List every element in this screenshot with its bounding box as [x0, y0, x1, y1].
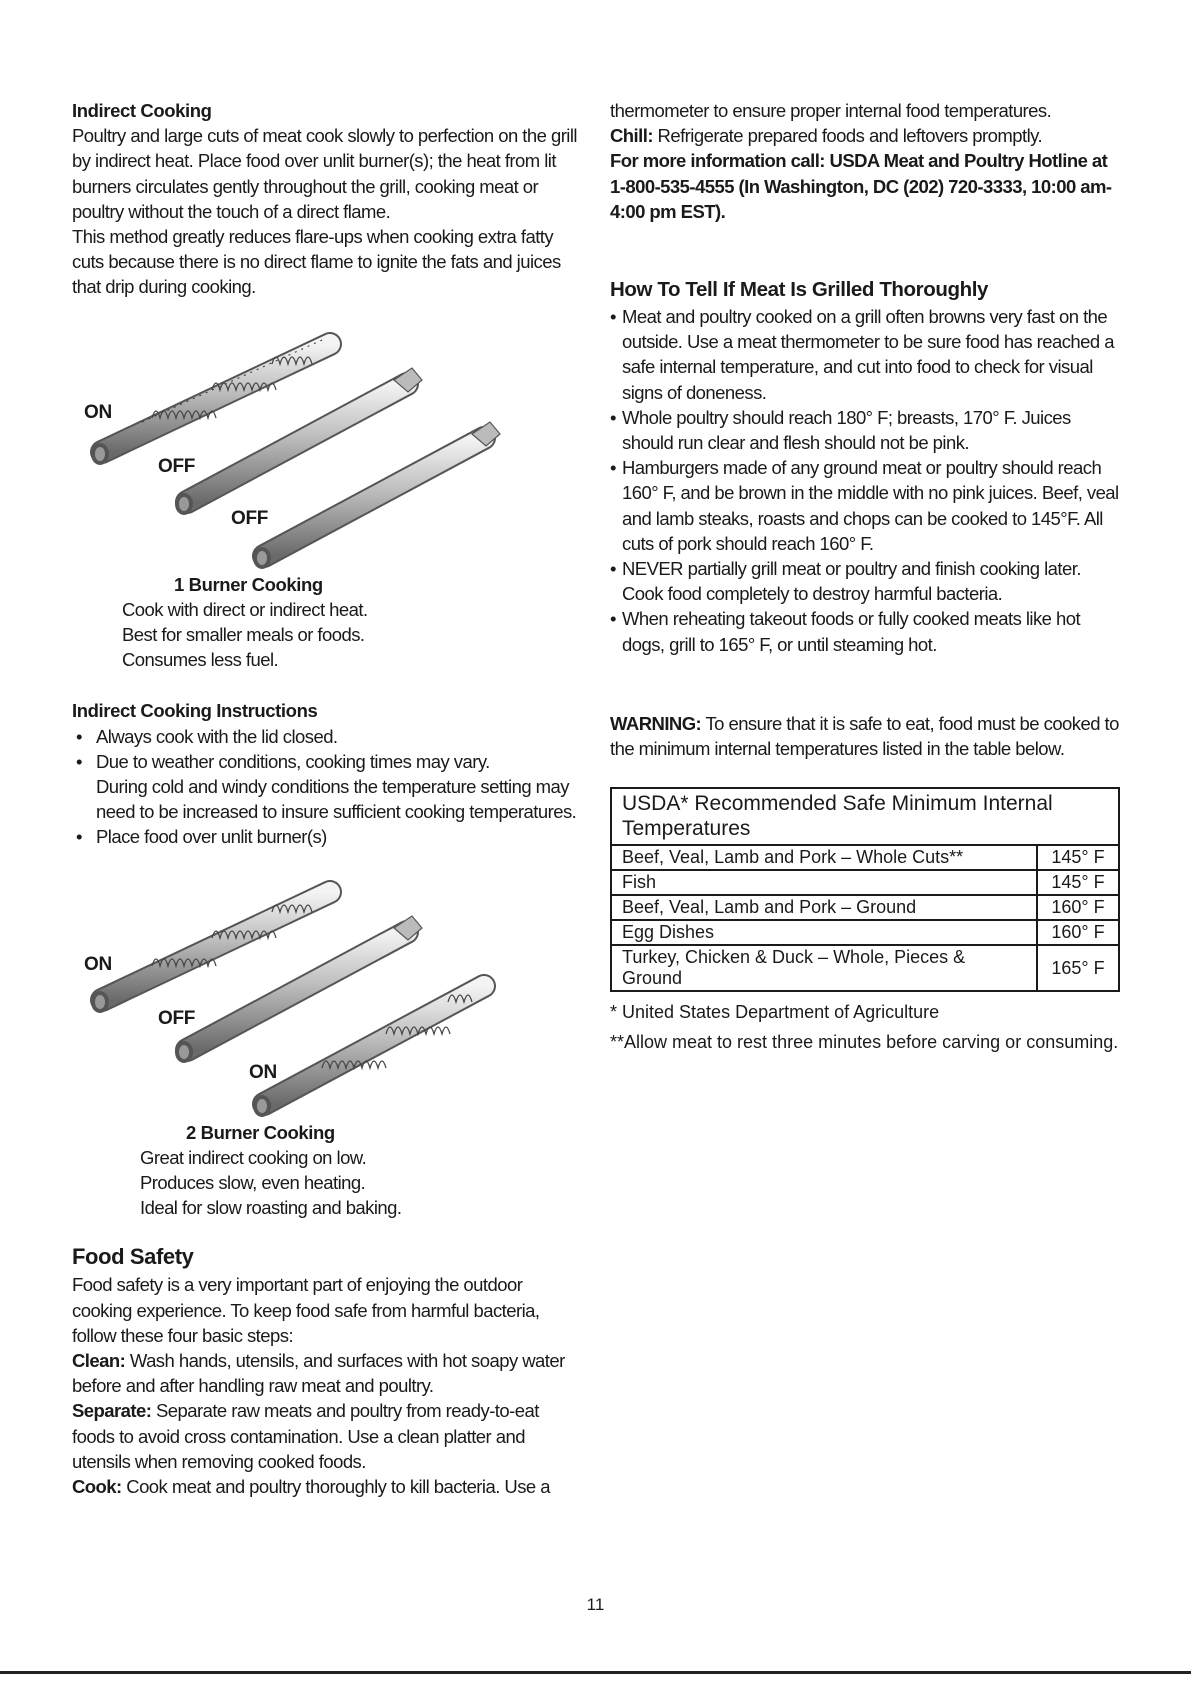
table-cell-temp: 145° F: [1037, 870, 1119, 895]
separate-text: Separate raw meats and poultry from ready-to-eat foods to avoid cross contamination. Use a clean platter and utensils when removing cooked foods.: [72, 1400, 539, 1472]
cook-text: Cook meat and poultry thoroughly to kill bacteria. Use a: [121, 1476, 550, 1498]
list-item: • Always cook with the lid closed.: [72, 724, 582, 749]
table-cell-temp: 160° F: [1037, 895, 1119, 920]
two-burner-title: 2 Burner Cooking: [186, 1121, 335, 1143]
bottom-rule: [0, 1671, 1191, 1674]
table-row: [611, 895, 1119, 920]
flare-ups-paragraph: This method greatly reduces flare-ups when cooking extra fatty cuts because there is no direct flame to ignite the fats and juices that drip during cooking.: [72, 226, 561, 298]
list-item: • Meat and poultry cooked on a grill often browns very fast on the outside. Use a meat thermometer to be sure food has reached a safe internal temperature, and cut into food to check for visual signs of doneness.: [610, 304, 1120, 405]
indirect-instructions-list-cont: [72, 824, 582, 849]
left-column: [72, 98, 582, 1499]
list-item: • When reheating takeout foods or fully cooked meats like hot dogs, grill to 165° F, or until steaming hot.: [610, 606, 1120, 656]
chill-paragraph: [610, 123, 1120, 148]
table-cell-item: Beef, Veal, Lamb and Pork – Ground: [611, 895, 1037, 920]
burner3-label-on: ON: [249, 1061, 277, 1083]
instructions-sub-paragraph: During cold and windy conditions the temperature setting may need to be increased to insure sufficient cooking temperatures.: [96, 776, 577, 823]
one-burner-figure: [72, 322, 542, 574]
table-cell-temp: 145° F: [1037, 845, 1119, 870]
table-cell-item: Beef, Veal, Lamb and Pork – Whole Cuts**: [611, 845, 1037, 870]
food-safety-heading: Food Safety: [72, 1244, 194, 1270]
clean-label: Clean:: [72, 1350, 126, 1372]
one-burner-caption: [122, 572, 582, 673]
table-cell-item: Fish: [611, 870, 1037, 895]
warning-label: WARNING:: [610, 712, 702, 734]
table-row: [611, 920, 1119, 945]
caption-line: Best for smaller meals or foods.: [122, 624, 365, 646]
two-burner-caption: [140, 1120, 582, 1221]
clean-paragraph: [72, 1348, 582, 1398]
separate-label: Separate:: [72, 1400, 152, 1422]
warning-paragraph: [610, 711, 1120, 761]
indirect-cooking-heading: Indirect Cooking: [72, 100, 212, 121]
grilled-thoroughly-list: [610, 304, 1120, 657]
table-row: [611, 845, 1119, 870]
right-column: [610, 98, 1120, 1054]
caption-line: Ideal for slow roasting and baking.: [140, 1197, 402, 1219]
usda-temperature-table: [610, 787, 1120, 992]
list-item: • NEVER partially grill meat or poultry and finish cooking later. Cook food completely to destroy harmful bacteria.: [610, 556, 1120, 606]
cook-paragraph: [72, 1474, 582, 1499]
indirect-instructions-heading: Indirect Cooking Instructions: [72, 700, 318, 722]
caption-line: Consumes less fuel.: [122, 649, 279, 671]
burner1-label-on: ON: [84, 953, 112, 975]
chill-label: Chill:: [610, 125, 653, 147]
table-header-row: [611, 788, 1119, 845]
warning-text: To ensure that it is safe to eat, food must be cooked to the minimum internal temperatures listed in the table below.: [610, 712, 1119, 760]
caption-line: Cook with direct or indirect heat.: [122, 598, 368, 620]
burner3-label-off: OFF: [231, 507, 269, 529]
caption-line: Great indirect cooking on low.: [140, 1146, 367, 1168]
chill-text: Refrigerate prepared foods and leftovers promptly.: [652, 125, 1043, 147]
burner-diagram-2: [72, 870, 542, 1122]
list-item: • Hamburgers made of any ground meat or poultry should reach 160° F, and be brown in the middle with no pink juices. Beef, veal and lamb steaks, roasts and chops can be cooked to 145°F. All cuts of pork should reach 160° F.: [610, 455, 1120, 556]
list-item: • Place food over unlit burner(s): [72, 824, 582, 849]
list-item: • Due to weather conditions, cooking times may vary.: [72, 749, 582, 774]
food-safety-paragraph: Food safety is a very important part of enjoying the outdoor cooking experience. To keep food safe from harmful bacteria, follow these four basic steps:: [72, 1274, 540, 1346]
separate-paragraph: [72, 1398, 582, 1474]
footnote-rest: **Allow meat to rest three minutes before carving or consuming.: [610, 1032, 1119, 1053]
clean-text: Wash hands, utensils, and surfaces with hot soapy water before and after handling raw meat and poultry.: [72, 1350, 565, 1397]
two-burner-figure: [72, 870, 542, 1122]
list-item: • Whole poultry should reach 180° F; breasts, 170° F. Juices should run clear and flesh should not be pink.: [610, 405, 1120, 455]
cook-label: Cook:: [72, 1476, 122, 1498]
burner-diagram-1: [72, 322, 542, 574]
caption-line: Produces slow, even heating.: [140, 1172, 366, 1194]
one-burner-title: 1 Burner Cooking: [174, 573, 323, 595]
table-cell-item: Egg Dishes: [611, 920, 1037, 945]
table-cell-temp: 165° F: [1037, 945, 1119, 991]
burner2-label-off: OFF: [158, 455, 196, 477]
table-row: [611, 870, 1119, 895]
table-cell-item: Turkey, Chicken & Duck – Whole, Pieces & Ground: [611, 945, 1037, 991]
table-header: USDA* Recommended Safe Minimum Internal Temperatures: [611, 788, 1119, 845]
indirect-instructions-list: [72, 724, 582, 774]
footnote-usda: * United States Department of Agriculture: [610, 1002, 940, 1023]
burner2-label-off: OFF: [158, 1007, 196, 1029]
indirect-cooking-paragraph: Poultry and large cuts of meat cook slowly to perfection on the grill by indirect heat. Place food over unlit burner(s); the heat from lit burners circulates gently throughout the grill, cooking meat or poultry without the touch of a direct flame.: [72, 125, 577, 222]
table-row: [611, 945, 1119, 991]
table-cell-temp: 160° F: [1037, 920, 1119, 945]
thermometer-continued-text: thermometer to ensure proper internal food temperatures.: [610, 100, 1052, 121]
page-number: 11: [586, 1595, 605, 1614]
burner1-label-on: ON: [84, 401, 112, 423]
hotline-info: For more information call: USDA Meat and Poultry Hotline at 1-800-535-4555 (In Washington, DC (202) 720-3333, 10:00 am-4:00 pm EST).: [610, 150, 1112, 222]
grilled-thoroughly-heading: How To Tell If Meat Is Grilled Thoroughly: [610, 278, 989, 302]
